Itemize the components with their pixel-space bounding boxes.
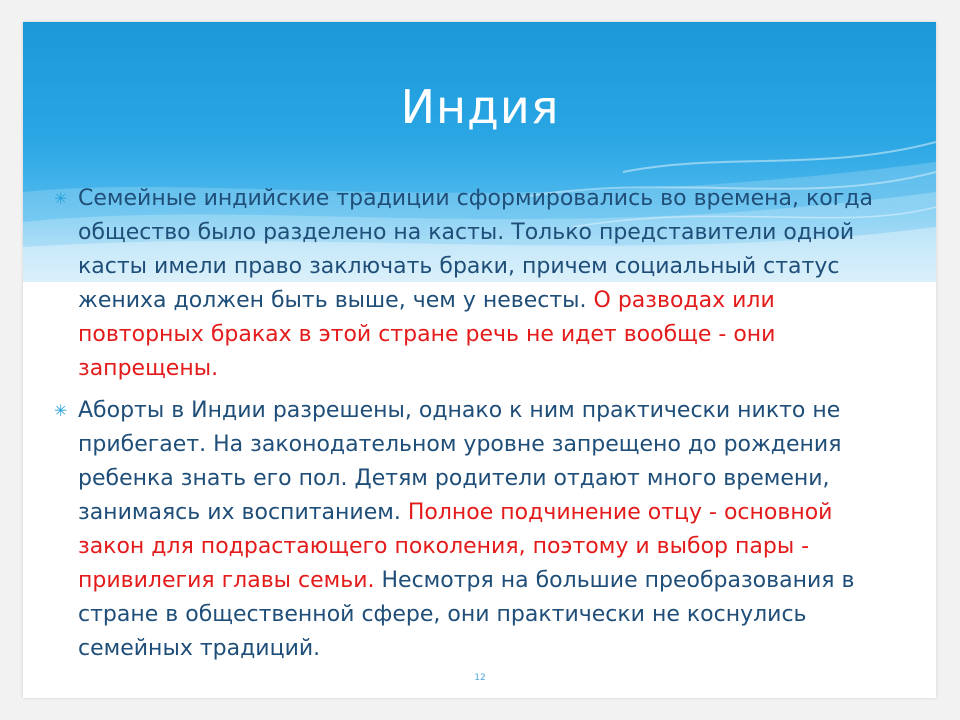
page-number: 12 — [474, 673, 486, 683]
slide-content — [54, 182, 904, 674]
asterisk-icon: ✳ — [54, 401, 68, 420]
slide-title: Индия — [400, 80, 560, 134]
bullet-highlight-text: О разводах или повторных браках в этой стране речь не идет вообще - они запрещены. — [78, 288, 776, 381]
asterisk-icon: ✳ — [54, 189, 68, 208]
bullet-text: Аборты в Индии разрешены, однако к ним практически никто не прибегает. На законодательном уровне запрещено до рождения ребенка знать его пол. Детям родители отдают много времени, занимаясь их воспитанием. — [78, 398, 842, 525]
bullet-item — [54, 394, 904, 666]
bullet-text: Семейные индийские традиции сформировались во времена, когда общество было разделено на касты. Только представители одной касты имели право заключать браки, причем социальный статус жениха должен быть выше, чем у невесты. — [78, 186, 874, 313]
bullet-highlight-text: Полное подчинение отцу - основной закон для подрастающего поколения, поэтому и выбор пары - привилегия главы семьи. — [78, 500, 833, 593]
bullet-item — [54, 182, 904, 386]
bullet-text-continued: Несмотря на большие преобразования в стране в общественной сфере, они практически не коснулись семейных традиций. — [78, 568, 855, 661]
